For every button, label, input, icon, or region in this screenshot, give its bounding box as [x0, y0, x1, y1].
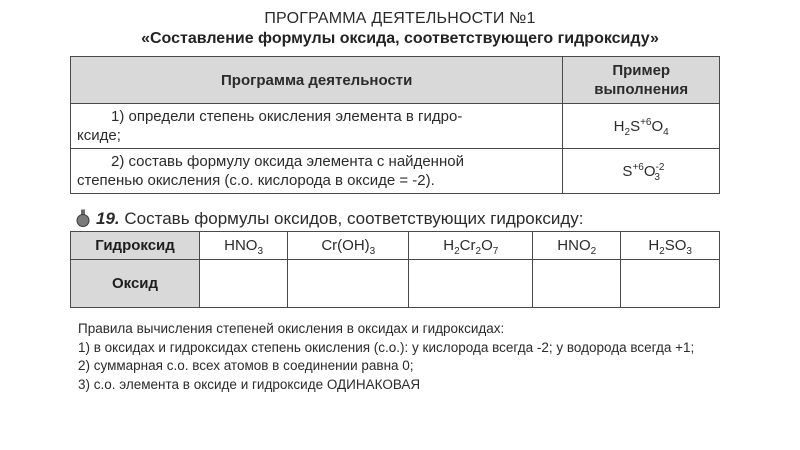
- page-subtitle: «Составление формулы оксида, соответствующего гидроксиду»: [141, 30, 659, 47]
- example-2-formula: [563, 149, 720, 194]
- task-text: Составь формулы оксидов, соответствующих гидроксиду:: [124, 209, 584, 228]
- program-table: [70, 56, 720, 194]
- formula-part: O: [481, 237, 493, 254]
- oxide-answer-cell[interactable]: [533, 260, 621, 308]
- formula-part: S: [622, 162, 633, 180]
- formula-sub: 7: [492, 246, 499, 257]
- rule-1: 1) в оксидах и гидроксидах степень окисления (с.о.): у кислорода всегда -2; у водорода всегда +1;: [78, 339, 695, 355]
- oxide-answer-cell[interactable]: [409, 260, 533, 308]
- step-1-line2: ксиде;: [77, 127, 121, 144]
- formula-part: H: [613, 117, 625, 135]
- formula-sup: +6: [640, 116, 652, 128]
- rules-block: [78, 320, 718, 394]
- program-step-1: [71, 104, 563, 149]
- formula-part: Cr(OH): [321, 237, 370, 254]
- formula-sup: -2: [655, 161, 665, 173]
- formula-part: S: [630, 117, 641, 135]
- formula-sub: 2: [624, 126, 631, 138]
- example-header-cell: [563, 57, 720, 104]
- formula-part: HNO: [224, 237, 258, 254]
- flask-icon: [76, 209, 90, 232]
- rule-2: 2) суммарная с.о. всех атомов в соединении равна 0;: [78, 358, 414, 374]
- formula-sub: 3: [654, 171, 660, 183]
- oxide-row-header: Оксид: [71, 260, 200, 308]
- formula-part: Cr: [459, 237, 476, 254]
- task-number: 19.: [96, 209, 120, 228]
- formula-sub: 2: [590, 246, 597, 257]
- formula-part: H: [443, 237, 455, 254]
- hydroxide-cell: [533, 232, 621, 260]
- step-2-line1: 2) составь формулу оксида элемента с найденной: [111, 153, 464, 170]
- example-header-line2: выполнения: [594, 81, 689, 98]
- formula-sup: +6: [632, 161, 644, 173]
- formula-sub: 3: [686, 246, 692, 257]
- program-table-header-row: [71, 57, 720, 104]
- oxide-answer-cell[interactable]: [288, 260, 409, 308]
- oxide-row: [71, 260, 720, 308]
- formula-part: H: [648, 237, 660, 254]
- program-step-row: [71, 149, 720, 194]
- formula-sub: 2: [659, 246, 665, 257]
- task-heading: [76, 209, 584, 232]
- formula-sub: 4: [663, 126, 669, 138]
- oxide-answer-cell[interactable]: [200, 260, 288, 308]
- hydroxide-cell: [409, 232, 533, 260]
- page-title: ПРОГРАММА ДЕЯТЕЛЬНОСТИ №1: [264, 10, 536, 27]
- hydroxide-cell: [288, 232, 409, 260]
- rule-3: 3) с.о. элемента в оксиде и гидроксиде ОДИНАКОВАЯ: [78, 376, 421, 392]
- oxide-table: [70, 231, 720, 308]
- formula-part: O: [643, 162, 656, 180]
- formula-sub: 3: [369, 246, 376, 257]
- example-1-formula: [563, 104, 720, 149]
- hydroxide-cell: [200, 232, 288, 260]
- hydroxide-cell: [621, 232, 720, 260]
- formula-sub: 2: [475, 246, 482, 257]
- formula-sub: 2: [454, 246, 460, 257]
- rules-title: Правила вычисления степеней окисления в оксидах и гидроксидах:: [78, 321, 505, 336]
- step-1-line1: 1) определи степень окисления элемента в гидро-: [111, 108, 463, 125]
- hydroxide-row: [71, 232, 720, 260]
- step-2-line2: степенью окисления (с.о. кислорода в оксиде = -2).: [77, 172, 435, 189]
- formula-part: SO: [664, 237, 687, 254]
- hydroxide-row-header: Гидроксид: [71, 232, 200, 260]
- program-step-2: [71, 149, 563, 194]
- program-header-cell: Программа деятельности: [71, 57, 563, 104]
- formula-sub: 3: [257, 246, 264, 257]
- example-header-line1: Пример: [612, 62, 671, 79]
- formula-part: HNO: [557, 237, 591, 254]
- program-step-row: [71, 104, 720, 149]
- formula-part: O: [651, 117, 664, 135]
- oxide-answer-cell[interactable]: [621, 260, 720, 308]
